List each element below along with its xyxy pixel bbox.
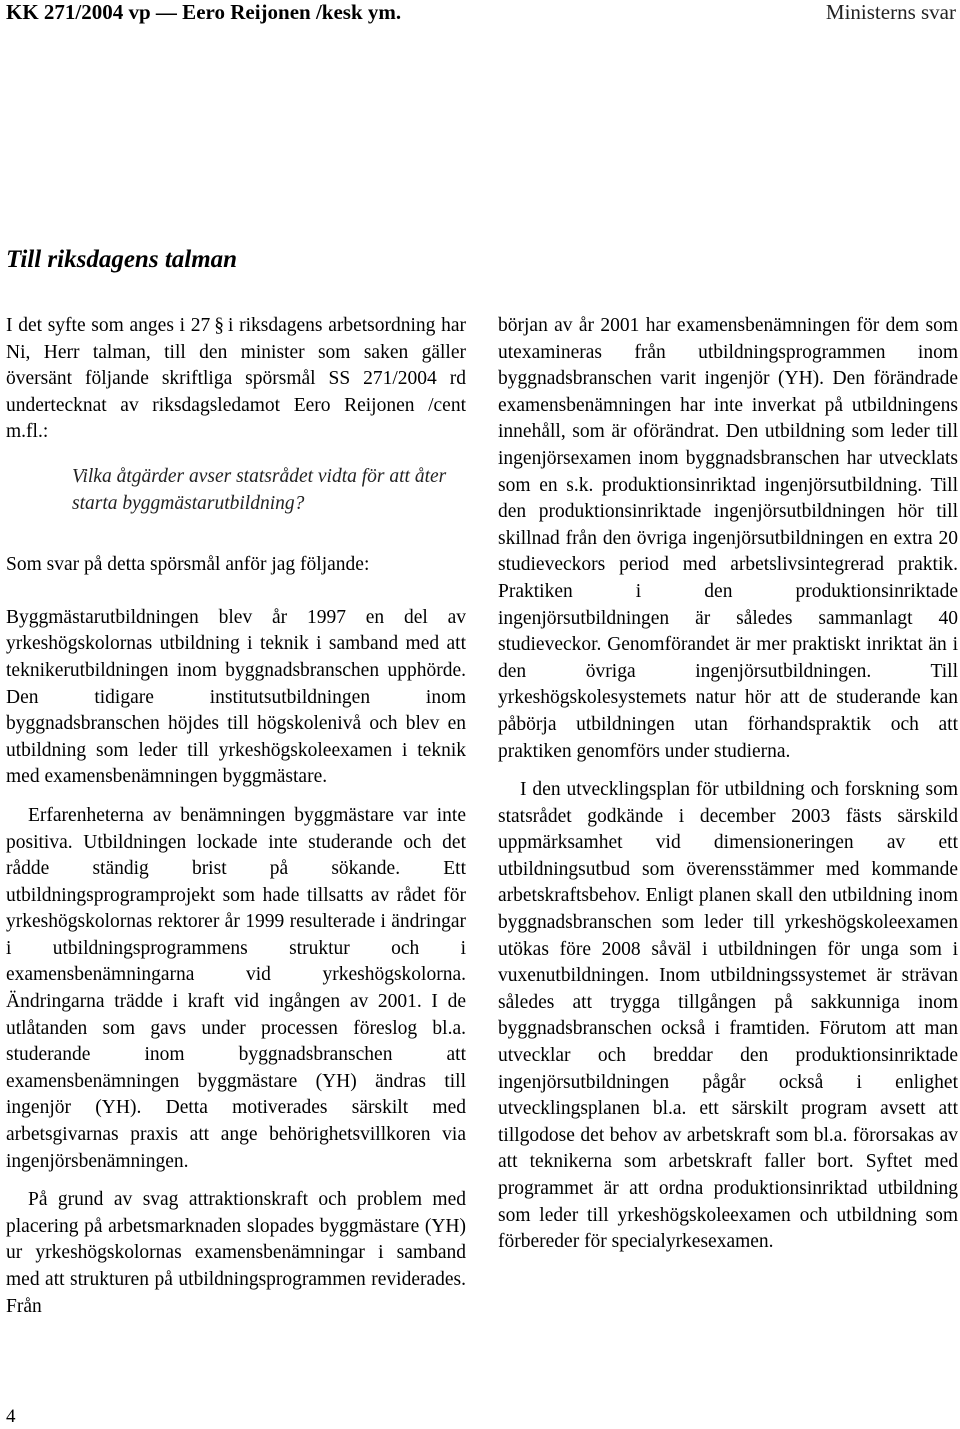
body-paragraph: I den utvecklingsplan för utbildning och forskning som statsrådet godkände i december 2003 fästs särskild uppmärksamhet vid dimensioneringen av ett utbildningsutbud som överensstämmer med kommande arbetskraftsbehov. Enligt planen skall den utbildning inom byggnadsbranschen som leder till yrkeshögskoleexamen utökas före 2008 såväl i utbildningen för unga som i vuxenutbildningen. Inom utbildningssystemet är strävan således att trygga tillgången på sakkunniga inom byggnadsbranschen också i framtiden. Förutom att man utvecklar och breddar den produktionsinriktade ingenjörsutbildningen pågår också i enlighet utvecklingsplanen bl.a. ett särskilt program avsett att tillgodose det behov av arbetskraft som bl.a. förorsakas av att teknikerna som arbetskraft faller bort. Syftet med programmet är att ordna produktionsinriktad utbildning som leder till yrkeshögskoleexamen och utbildning som förbereder för specialyrkesexamen. <box>498 779 958 1253</box>
page-title: Till riksdagens talman <box>6 246 238 273</box>
body-paragraph: Byggmästarutbildningen blev år 1997 en del av yrkeshögskolornas utbildning i teknik i samband med att teknikerutbildningen inom byggnadsbranschen upphörde. Den tidigare institutsutbildningen inom byggnadsbranschen höjdes till högskolenivå och blev en utbildning som leder till yrkeshögskoleexamen i teknik med examensbenämningen byggmästare. <box>6 606 466 788</box>
intro-before: I det syfte som anges i 27 <box>6 315 211 336</box>
body-paragraph: På grund av svag attraktionskraft och problem med placering på arbetsmarknaden slopades byggmästare (YH) ur yrkeshögskolornas examensbenämningar i samband med att strukturen på utbildningsprogrammen reviderades. Från <box>6 1189 466 1317</box>
answer-intro: Som svar på detta spörsmål anför jag följande: <box>6 554 370 576</box>
header-section-title: Ministerns svar <box>825 0 956 24</box>
body-paragraph: Erfarenheterna av benämningen byggmästare var inte positiva. Utbildningen lockade inte studerande och det rådde ständig brist på sökande. Ett utbildningsprogramprojekt som hade tillsatts av rådet för yrkeshögskolornas rektorer år 1999 resulterade i ändringar i utbildningsprogrammens struktur och i examensbenämningarna vid yrkeshögskolorna. Ändringarna trädde i kraft vid ingången av 2001. I de utlåtanden som gavs under processen föreslog bl.a. studerande inom byggnadsbranschen att examensbenämningen byggmästare (YH) ändras till ingenjör (YH). Detta motiverades särskilt med arbetsgivarnas praxis att ange behörighetsvillkoren via ingenjörsbenämningen. <box>6 804 466 1172</box>
question-text: Vilka åtgärder avser statsrådet vidta för att åter starta byggmästarutbildning? <box>72 465 447 514</box>
section-mark-icon: § <box>214 315 224 336</box>
header-document-ref: KK 271/2004 vp — Eero Reijonen /kesk ym. <box>6 0 402 24</box>
running-header <box>6 0 956 26</box>
body-paragraph: början av år 2001 har examensbenämningen för dem som utexamineras från utbildningsprogrammen inom byggnadsbranschen varit ingenjör (YH). Den förändrade examensbenämningen har inte inverkat på utbildningens innehåll, som är oförändrat. Den utbildning som leder till ingenjörsexamen inom byggnadsbranschen har utvecklats som en s.k. produktionsinriktad ingenjörsutbildning. Till den produktionsinriktade ingenjörsutbildningen hör till skillnad från den övriga ingenjörsutbildningen en extra 20 studieveckors period med arbetslivsintegrerad praktik. Praktiken i den produktionsinriktade ingenjörsutbildningen är således sammanlagt 40 studieveckor. Genomförandet är mer praktiskt inriktat än i den övriga ingenjörsutbildningen. Till yrkeshögskolesystemets natur hör att de studerande kan påbörja utbildningen utan förhandspraktik och att praktiken genomförs under studierna. <box>498 315 958 762</box>
page-number: 4 <box>6 1406 16 1427</box>
right-column <box>498 313 958 1256</box>
left-column <box>6 313 466 1320</box>
intro-paragraph <box>6 313 466 446</box>
intro-after: i riksdagens arbetsordning har Ni, Herr talman, till den minister som saken gäller översänt följande skriftliga spörsmål SS 271/2004 rd undertecknat av riksdagsledamot Eero Reijonen /cent m.fl.: <box>6 315 467 443</box>
